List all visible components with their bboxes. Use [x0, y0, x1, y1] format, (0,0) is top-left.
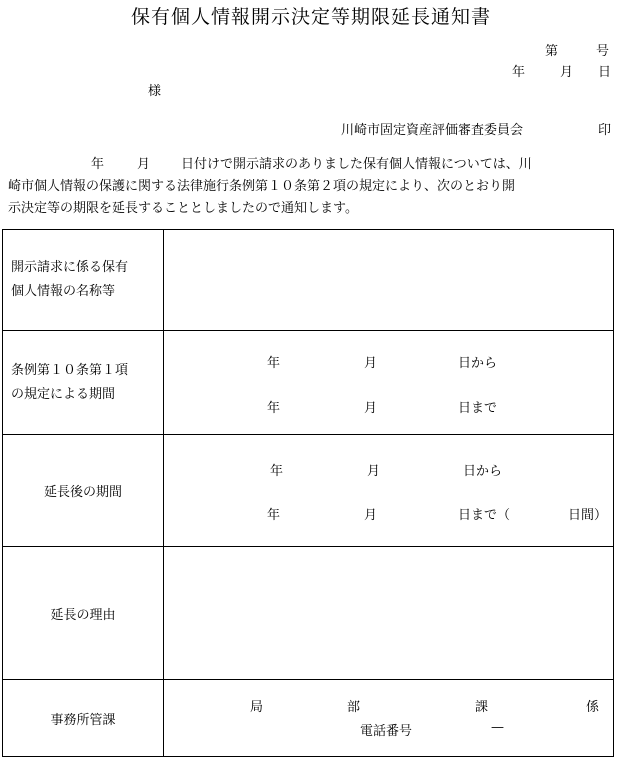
department-bureau: 局 [250, 700, 264, 715]
request-label-line-1: 開示請求に係る保有 [11, 260, 129, 275]
extended-to-day: 日まで（ [458, 508, 511, 523]
notice-body [8, 154, 614, 220]
original-to-day: 日まで [458, 401, 498, 416]
number-prefix: 第 [545, 44, 559, 59]
body-line-2: 崎市個人情報の保護に関する法律施行条例第１０条第２項の規定により、次のとおり開 [8, 179, 516, 194]
request-value-cell [164, 230, 614, 331]
original-to-month: 月 [364, 401, 378, 416]
department-label: 事務所管課 [50, 712, 116, 728]
extended-from-day: 日から [463, 464, 503, 479]
table-row-reason [3, 547, 614, 680]
reason-label: 延長の理由 [50, 607, 116, 623]
seal-mark: 印 [598, 123, 612, 138]
department-value-cell [164, 680, 614, 757]
extended-period-label: 延長後の期間 [43, 485, 122, 500]
extended-from-year: 年 [270, 464, 284, 479]
extended-period-label-cell [3, 435, 164, 547]
extended-days: 日間） [568, 508, 608, 523]
original-period-label-line-1: 条例第１０条第１項 [11, 362, 129, 378]
extended-to-month: 月 [364, 508, 378, 523]
date-day: 日 [598, 65, 612, 80]
extended-to-year: 年 [267, 508, 281, 523]
table-row-original-period [3, 331, 614, 435]
body-month: 月 [137, 157, 151, 172]
extended-period-value-cell [164, 435, 614, 547]
reason-value-cell [164, 547, 614, 680]
original-period-label-line-2: の規定による期間 [11, 386, 116, 402]
table-row-extended-period [3, 435, 614, 547]
body-year: 年 [91, 157, 105, 172]
original-to-year: 年 [267, 401, 281, 416]
request-label-cell [3, 230, 164, 331]
table-row-request [3, 230, 614, 331]
phone-label: 電話番号 [360, 724, 413, 739]
body-line-3: 示決定等の期限を延長することとしましたので通知します。 [8, 201, 358, 216]
phone-dash: — [491, 720, 504, 735]
department-division: 部 [347, 700, 361, 715]
date-year: 年 [512, 65, 526, 80]
number-suffix: 号 [596, 44, 610, 59]
recipient-honorific: 様 [148, 84, 162, 99]
department-unit: 係 [586, 700, 600, 715]
extended-from-month: 月 [367, 464, 381, 479]
reason-label-cell [3, 547, 164, 680]
department-label-cell [3, 680, 164, 757]
original-from-month: 月 [364, 356, 378, 371]
issuer-name: 川崎市固定資産評価審査委員会 [341, 123, 524, 138]
original-from-year: 年 [267, 356, 281, 371]
original-from-day: 日から [458, 356, 498, 371]
date-month: 月 [560, 65, 574, 80]
department-section: 課 [475, 700, 489, 715]
original-period-label-cell [3, 331, 164, 435]
notice-table [2, 229, 614, 757]
document-title: 保有個人情報開示決定等期限延長通知書 [130, 6, 491, 28]
request-label-line-2: 個人情報の名称等 [11, 284, 116, 299]
table-row-department [3, 680, 614, 757]
original-period-value-cell [164, 331, 614, 435]
body-line-1: 日付けで開示請求のありました保有個人情報については、川 [181, 157, 532, 172]
